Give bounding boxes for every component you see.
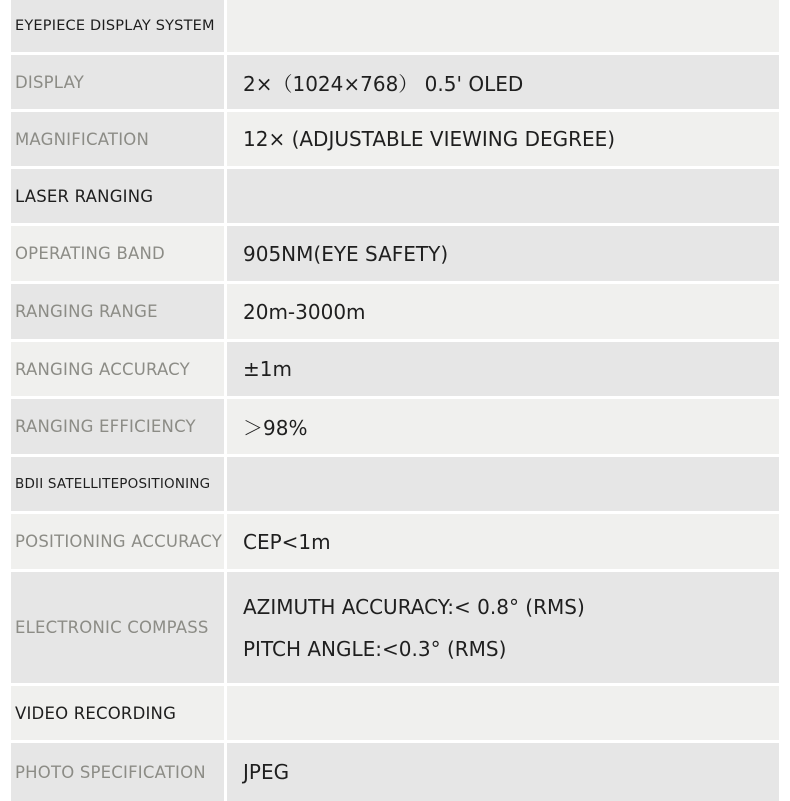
spec-value bbox=[227, 572, 779, 683]
section-value bbox=[227, 0, 779, 52]
section-value bbox=[227, 457, 779, 511]
section-label: LASER RANGING bbox=[11, 169, 224, 223]
spec-row-photo-specification bbox=[11, 743, 779, 801]
section-label: BDII SATELLITEPOSITIONING bbox=[11, 457, 224, 511]
spec-row-magnification bbox=[11, 112, 779, 166]
spec-row-ranging-range bbox=[11, 284, 779, 339]
spec-label: ELECTRONIC COMPASS bbox=[11, 572, 224, 683]
spec-value: 2×（1024×768） 0.5' OLED bbox=[227, 55, 779, 109]
spec-row-positioning-accuracy bbox=[11, 514, 779, 569]
spec-row-operating-band bbox=[11, 226, 779, 281]
spec-value: ±1m bbox=[227, 342, 779, 396]
spec-label: DISPLAY bbox=[11, 55, 224, 109]
spec-row-electronic-compass bbox=[11, 572, 779, 683]
spec-label: POSITIONING ACCURACY bbox=[11, 514, 224, 569]
spec-label: RANGING EFFICIENCY bbox=[11, 399, 224, 454]
spec-label: PHOTO SPECIFICATION bbox=[11, 743, 224, 801]
spec-label: MAGNIFICATION bbox=[11, 112, 224, 166]
spec-value-line: PITCH ANGLE:<0.3° (RMS) bbox=[243, 636, 507, 661]
spec-row-bdii-satellite-positioning bbox=[11, 457, 779, 511]
spec-value: 12× (ADJUSTABLE VIEWING DEGREE) bbox=[227, 112, 779, 166]
spec-label: OPERATING BAND bbox=[11, 226, 224, 281]
spec-row-laser-ranging bbox=[11, 169, 779, 223]
spec-value: 905NM(EYE SAFETY) bbox=[227, 226, 779, 281]
spec-value: 20m-3000m bbox=[227, 284, 779, 339]
spec-label: RANGING ACCURACY bbox=[11, 342, 224, 396]
spec-row-eyepiece-display-system bbox=[11, 0, 779, 52]
section-value bbox=[227, 169, 779, 223]
spec-value: JPEG bbox=[227, 743, 779, 801]
spec-value: ＞98% bbox=[227, 399, 779, 454]
section-label: VIDEO RECORDING bbox=[11, 686, 224, 740]
spec-label: RANGING RANGE bbox=[11, 284, 224, 339]
section-value bbox=[227, 686, 779, 740]
spec-value: CEP<1m bbox=[227, 514, 779, 569]
spec-value-line: AZIMUTH ACCURACY:< 0.8° (RMS) bbox=[243, 594, 585, 619]
spec-row-ranging-efficiency bbox=[11, 399, 779, 454]
spec-row-video-recording bbox=[11, 686, 779, 740]
section-label: EYEPIECE DISPLAY SYSTEM bbox=[11, 0, 224, 52]
spec-row-ranging-accuracy bbox=[11, 342, 779, 396]
spec-row-display bbox=[11, 55, 779, 109]
